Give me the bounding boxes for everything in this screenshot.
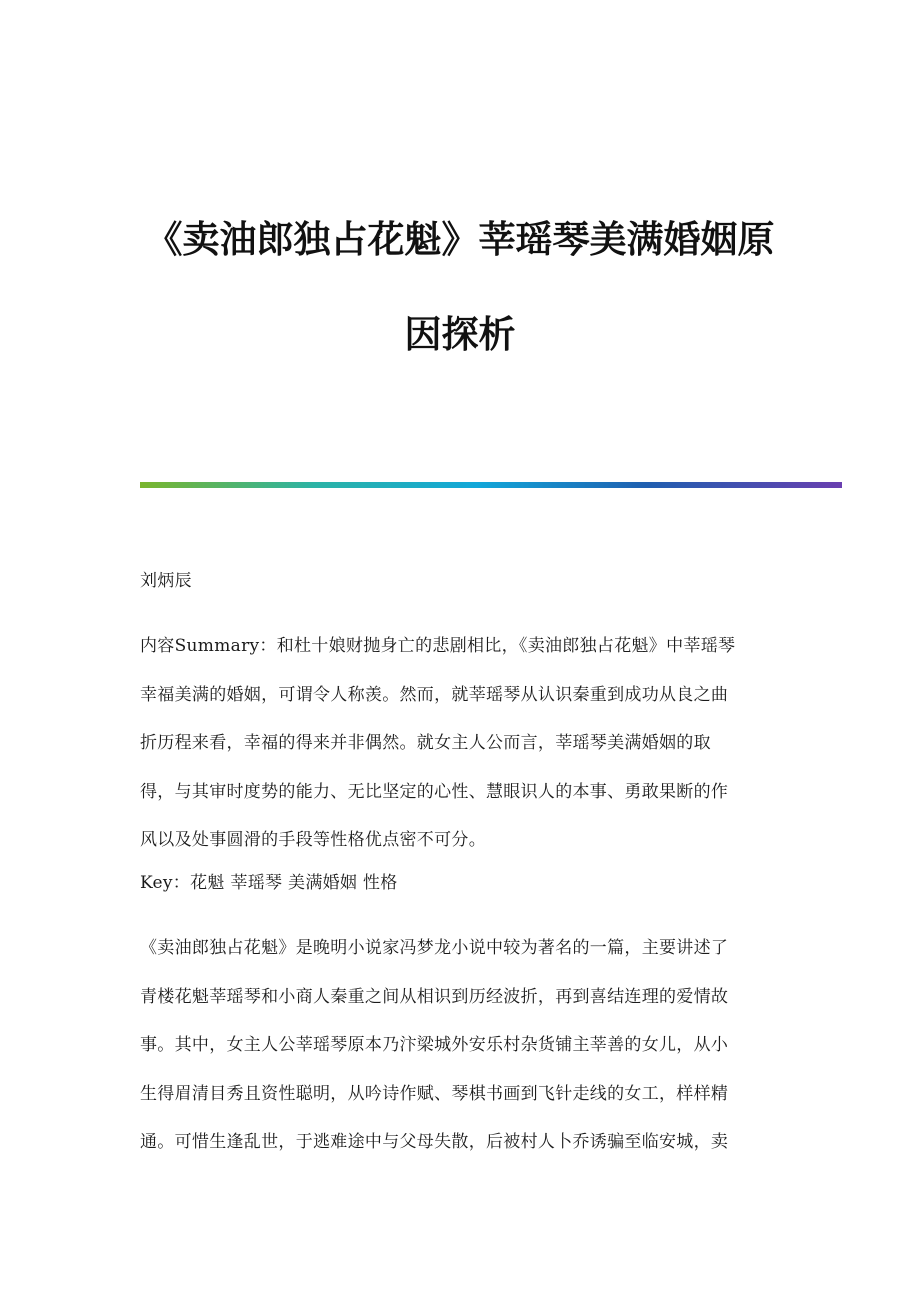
body-line: 青楼花魁莘瑶琴和小商人秦重之间从相识到历经波折，再到喜结连理的爱情故 <box>140 986 729 1007</box>
summary-line: 内容Summary：和杜十娘财抛身亡的悲剧相比，《卖油郎独占花魁》中莘瑶琴 <box>140 636 736 656</box>
document-title-line-1: 《卖油郎独占花魁》莘瑶琴美满婚姻原 <box>145 218 775 261</box>
summary-line: 折历程来看，幸福的得来并非偶然。就女主人公而言，莘瑶琴美满婚姻的取 <box>140 733 711 753</box>
body-paragraph <box>140 924 780 1167</box>
keywords-line: Key：花魁 莘瑶琴 美满婚姻 性格 <box>140 873 398 893</box>
gradient-divider <box>140 482 842 488</box>
body-line: 通。可惜生逢乱世，于逃难途中与父母失散，后被村人卜乔诱骗至临安城，卖 <box>140 1132 729 1152</box>
summary-line: 幸福美满的婚姻，可谓令人称羡。然而，就莘瑶琴从认识秦重到成功从良之曲 <box>140 684 729 705</box>
author-name: 刘炳辰 <box>140 571 192 591</box>
body-line: 《卖油郎独占花魁》是晚明小说家冯梦龙小说中较为著名的一篇，主要讲述了 <box>140 938 729 958</box>
summary-line: 得，与其审时度势的能力、无比坚定的心性、慧眼识人的本事、勇敢果断的作 <box>140 781 729 802</box>
body-line: 事。其中，女主人公莘瑶琴原本乃汴梁城外安乐村杂货铺主莘善的女儿，从小 <box>140 1035 729 1055</box>
document-title-line-2: 因探析 <box>404 313 516 356</box>
summary-paragraph <box>140 622 780 865</box>
body-line: 生得眉清目秀且资性聪明，从吟诗作赋、琴棋书画到飞针走线的女工，样样精 <box>140 1083 729 1104</box>
summary-line: 风以及处事圆滑的手段等性格优点密不可分。 <box>140 830 486 850</box>
